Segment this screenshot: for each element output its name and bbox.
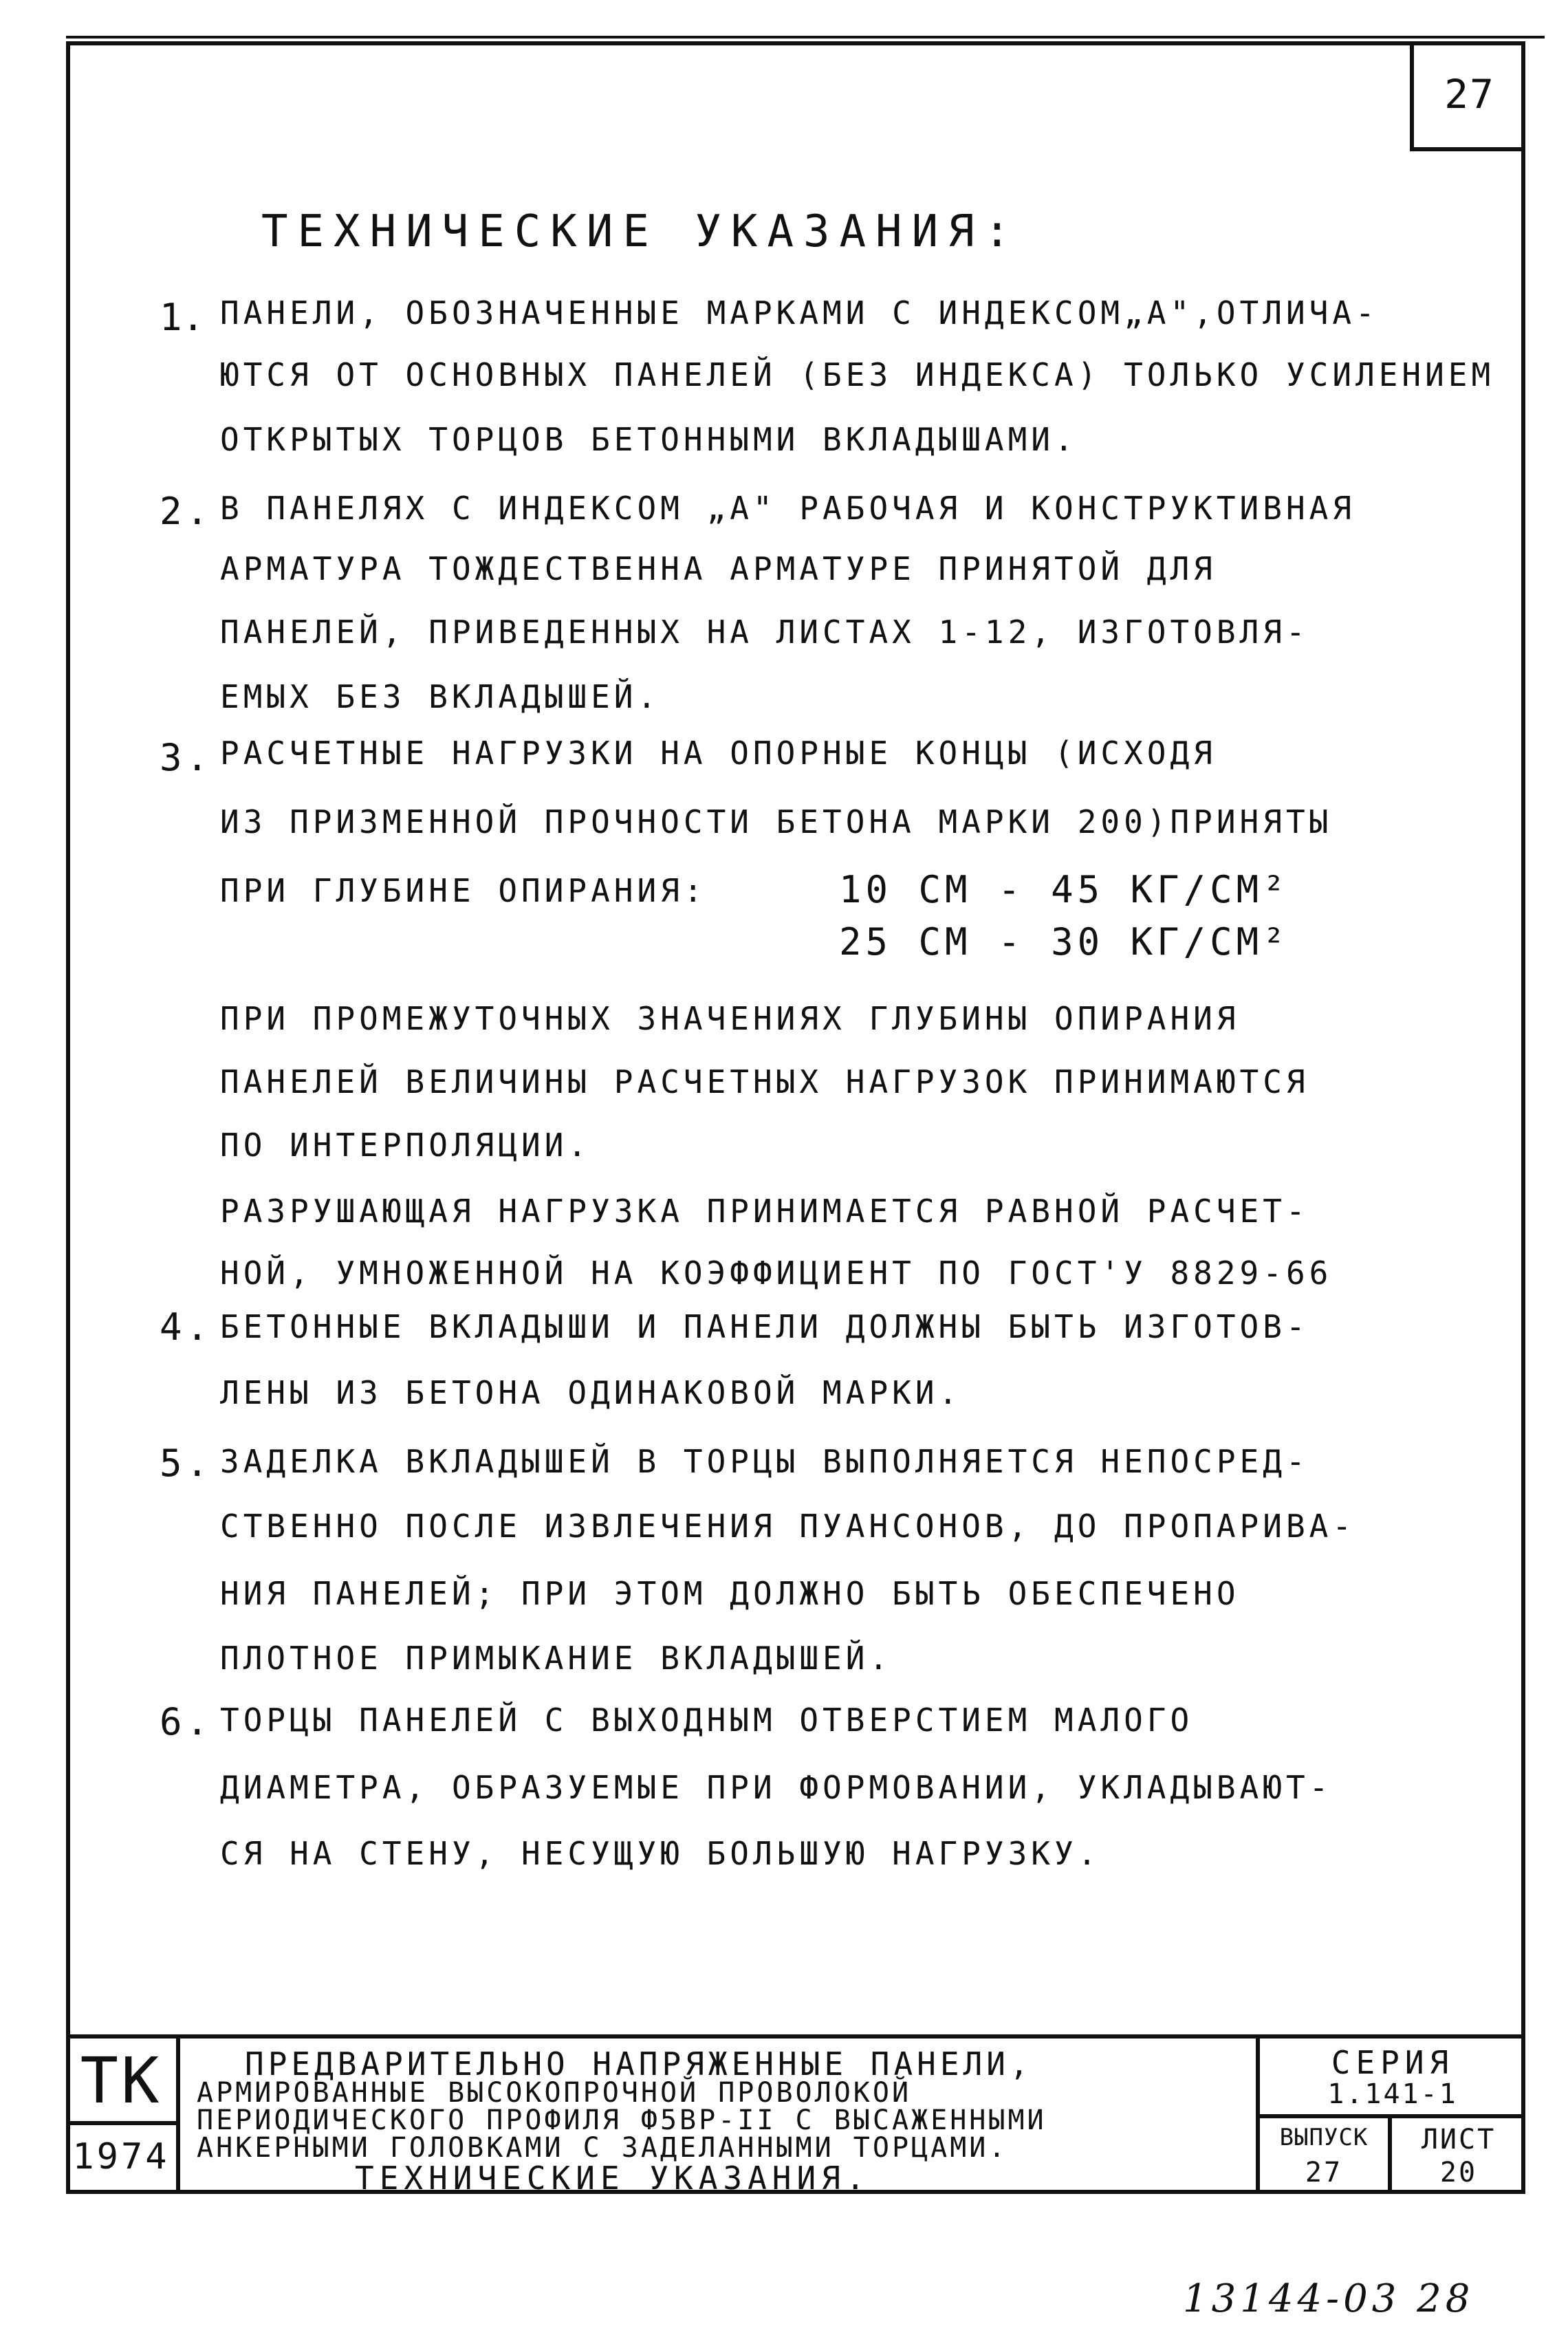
item-4-line-2: ЛЕНЫ ИЗ БЕТОНА ОДИНАКОВОЙ МАРКИ. bbox=[220, 1374, 962, 1411]
item-2-line-4: ЕМЫХ БЕЗ ВКЛАДЫШЕЙ. bbox=[220, 678, 661, 715]
item-3-extra-4: РАЗРУШАЮЩАЯ НАГРУЗКА ПРИНИМАЕТСЯ РАВНОЙ РАСЧЕТ- bbox=[220, 1193, 1309, 1230]
stamp-divider-left bbox=[176, 2039, 180, 2194]
item-5-line-3: НИЯ ПАНЕЛЕЙ; ПРИ ЭТОМ ДОЛЖНО БЫТЬ ОБЕСПЕЧЕНО bbox=[220, 1575, 1240, 1612]
stamp-series-value: 1.141-1 bbox=[1327, 2078, 1458, 2110]
item-5-line-1: ЗАДЕЛКА ВКЛАДЫШЕЙ В ТОРЦЫ ВЫПОЛНЯЕТСЯ НЕПОСРЕД- bbox=[220, 1443, 1309, 1480]
stamp-title-line-5: ТЕХНИЧЕСКИЕ УКАЗАНИЯ. bbox=[355, 2160, 871, 2197]
item-3-number: 3. bbox=[160, 736, 213, 779]
item-6-line-2: ДИАМЕТРА, ОБРАЗУЕМЫЕ ПРИ ФОРМОВАНИИ, УКЛАДЫВАЮТ- bbox=[220, 1769, 1333, 1806]
item-1-line-3: ОТКРЫТЫХ ТОРЦОВ БЕТОННЫМИ ВКЛАДЫШАМИ. bbox=[220, 421, 1078, 458]
stamp-title-line-3: ПЕРИОДИЧЕСКОГО ПРОФИЛЯ Ф5ВР-II С ВЫСАЖЕННЫМИ bbox=[197, 2105, 1047, 2136]
stamp-title-line-2: АРМИРОВАННЫЕ ВЫСОКОПРОЧНОЙ ПРОВОЛОКОЙ bbox=[197, 2077, 912, 2109]
stamp-title-line-4: АНКЕРНЫМИ ГОЛОВКАМИ С ЗАДЕЛАННЫМИ ТОРЦАМИ. bbox=[197, 2132, 1008, 2164]
item-3-line-3: ПРИ ГЛУБИНЕ ОПИРАНИЯ: bbox=[220, 872, 707, 909]
item-1-line-2: ЮТСЯ ОТ ОСНОВНЫХ ПАНЕЛЕЙ (БЕЗ ИНДЕКСА) ТОЛЬКО УСИЛЕНИЕМ bbox=[220, 356, 1495, 393]
stamp-year: 1974 bbox=[72, 2136, 170, 2177]
item-6-line-3: СЯ НА СТЕНУ, НЕСУЩУЮ БОЛЬШУЮ НАГРУЗКУ. bbox=[220, 1835, 1101, 1872]
item-3-load-1: 10 СМ - 45 КГ/СМ² bbox=[839, 868, 1289, 911]
item-3-extra-5: НОЙ, УМНОЖЕННОЙ НА КОЭФФИЦИЕНТ ПО ГОСТ'У 8829-66 bbox=[220, 1254, 1333, 1292]
item-6-number: 6. bbox=[160, 1700, 213, 1743]
item-5-number: 5. bbox=[160, 1442, 213, 1485]
item-3-line-1: РАСЧЕТНЫЕ НАГРУЗКИ НА ОПОРНЫЕ КОНЦЫ (ИСХОДЯ bbox=[220, 735, 1217, 772]
top-border-line bbox=[66, 36, 1545, 39]
item-5-line-4: ПЛОТНОЕ ПРИМЫКАНИЕ ВКЛАДЫШЕЙ. bbox=[220, 1640, 893, 1677]
sheet-number: 27 bbox=[1410, 41, 1525, 151]
page-heading: ТЕХНИЧЕСКИЕ УКАЗАНИЯ: bbox=[261, 206, 1021, 257]
title-block bbox=[66, 2034, 1525, 2197]
stamp-org: ТК bbox=[80, 2044, 162, 2118]
stamp-title-line-1: ПРЕДВАРИТЕЛЬНО НАПРЯЖЕННЫЕ ПАНЕЛИ, bbox=[245, 2045, 1033, 2083]
item-1-line-1: ПАНЕЛИ, ОБОЗНАЧЕННЫЕ МАРКАМИ С ИНДЕКСОМ„А",ОТЛИЧА- bbox=[220, 294, 1379, 331]
stamp-issue-label: ВЫПУСК bbox=[1279, 2124, 1369, 2151]
item-2-line-1: В ПАНЕЛЯХ С ИНДЕКСОМ „А" РАБОЧАЯ И КОНСТРУКТИВНАЯ bbox=[220, 490, 1356, 527]
item-3-extra-1: ПРИ ПРОМЕЖУТОЧНЫХ ЗНАЧЕНИЯХ ГЛУБИНЫ ОПИРАНИЯ bbox=[220, 1000, 1240, 1037]
item-3-extra-3: ПО ИНТЕРПОЛЯЦИИ. bbox=[220, 1127, 591, 1164]
item-5-line-2: СТВЕННО ПОСЛЕ ИЗВЛЕЧЕНИЯ ПУАНСОНОВ, ДО ПРОПАРИВА- bbox=[220, 1508, 1356, 1545]
item-2-line-3: ПАНЕЛЕЙ, ПРИВЕДЕННЫХ НА ЛИСТАХ 1-12, ИЗГОТОВЛЯ- bbox=[220, 613, 1309, 651]
stamp-divider-tk bbox=[66, 2121, 178, 2125]
stamp-issue-value: 27 bbox=[1305, 2157, 1343, 2188]
item-3-load-2: 25 СМ - 30 КГ/СМ² bbox=[839, 920, 1289, 964]
stamp-sheet-value: 20 bbox=[1439, 2157, 1478, 2188]
archive-handwritten-note: 13144-03 28 bbox=[1183, 2276, 1474, 2321]
stamp-series-label: СЕРИЯ bbox=[1331, 2044, 1455, 2081]
item-3-line-2: ИЗ ПРИЗМЕННОЙ ПРОЧНОСТИ БЕТОНА МАРКИ 200)ПРИНЯТЫ bbox=[220, 803, 1333, 840]
item-2-number: 2. bbox=[160, 490, 213, 533]
item-6-line-1: ТОРЦЫ ПАНЕЛЕЙ С ВЫХОДНЫМ ОТВЕРСТИЕМ МАЛОГО bbox=[220, 1702, 1194, 1739]
item-2-line-2: АРМАТУРА ТОЖДЕСТВЕННА АРМАТУРЕ ПРИНЯТОЙ ДЛЯ bbox=[220, 550, 1217, 587]
item-1-number: 1. bbox=[160, 296, 205, 339]
item-4-line-1: БЕТОННЫЕ ВКЛАДЫШИ И ПАНЕЛИ ДОЛЖНЫ БЫТЬ ИЗГОТОВ- bbox=[220, 1308, 1309, 1345]
stamp-sheet-label: ЛИСТ bbox=[1421, 2124, 1496, 2155]
item-4-number: 4. bbox=[160, 1305, 213, 1349]
item-3-extra-2: ПАНЕЛЕЙ ВЕЛИЧИНЫ РАСЧЕТНЫХ НАГРУЗОК ПРИНИМАЮТСЯ bbox=[220, 1063, 1309, 1100]
